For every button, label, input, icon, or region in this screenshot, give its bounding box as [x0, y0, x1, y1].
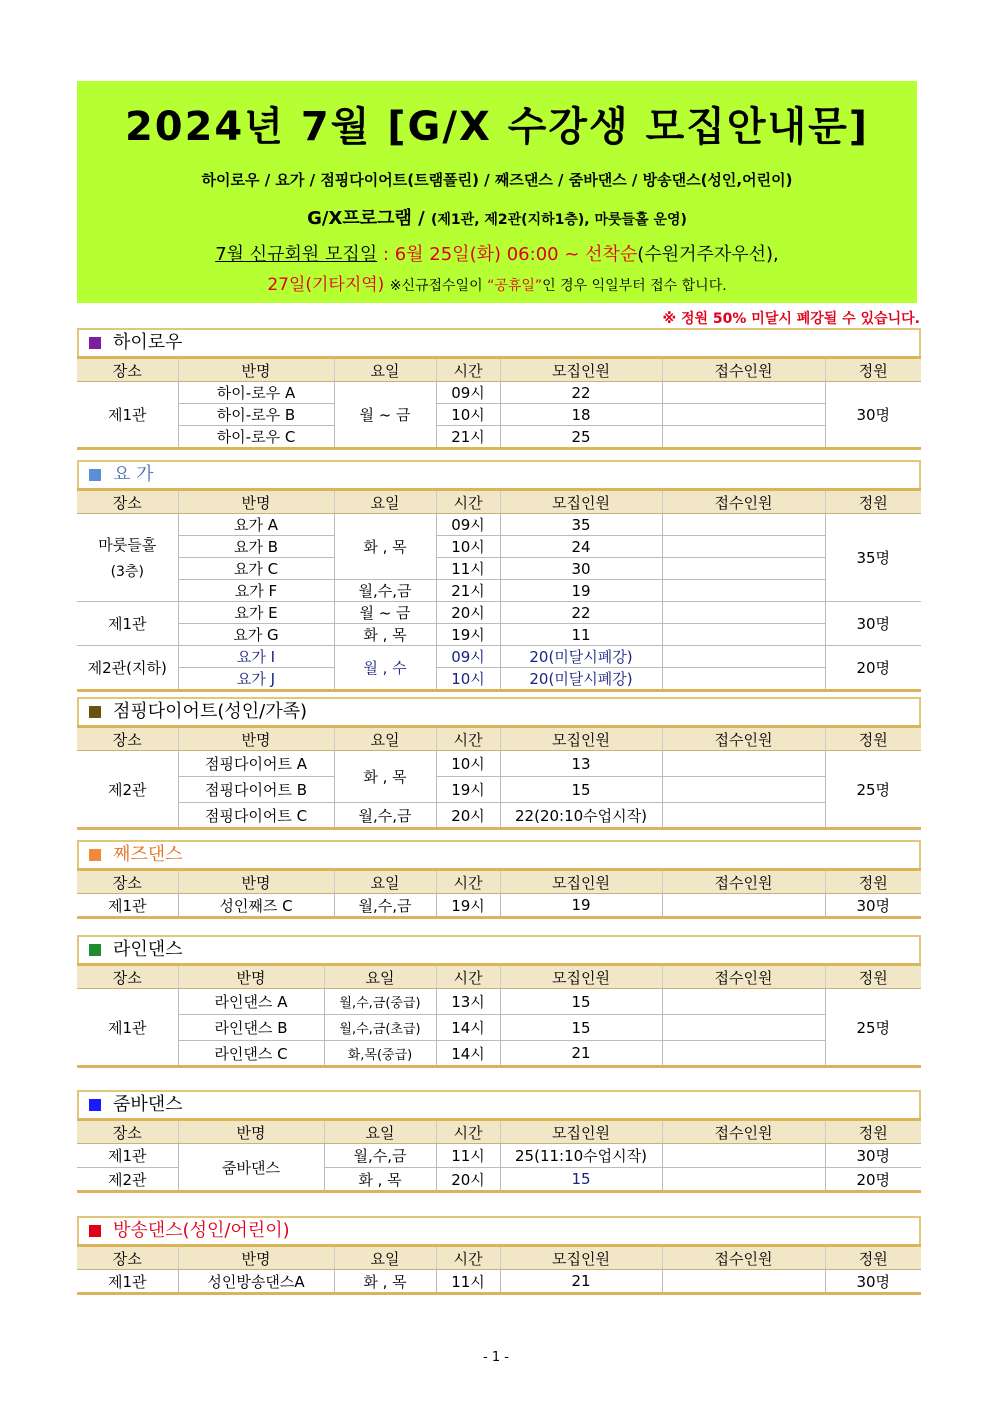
- square-bullet-icon: [89, 1099, 101, 1111]
- title-banner: [77, 81, 917, 303]
- table-row: 제2관(지하) 요가 I 월 , 수 09시 20(미달시폐강) 20명: [77, 646, 921, 668]
- table-header-row: 장소 반명 요일 시간 모집인원 접수인원 정원: [77, 1120, 921, 1144]
- jazz-table: [77, 868, 921, 919]
- table-row: 제1관 성인째즈 C 월,수,금 19시 19 30명: [77, 894, 921, 918]
- page-title: 2024년 7월 [G/X 수강생 모집안내문]: [124, 104, 870, 150]
- section-header: 방송댄스(성인/어린이): [77, 1216, 921, 1244]
- square-bullet-icon: [89, 944, 101, 956]
- recruit-line: 7월 신규회원 모집일 : 6월 25일(화) 06:00 ~ 선착순(수원거주자우선),: [215, 244, 779, 265]
- section-header: 점핑다이어트(성인/가족): [77, 697, 921, 725]
- table-row: 하이-로우 B 10시 18: [77, 404, 921, 426]
- section-header: 줌바댄스: [77, 1090, 921, 1118]
- broadcast-table: [77, 1244, 921, 1295]
- table-row: 제2관 점핑다이어트 A 화 , 목 10시 13 25명: [77, 751, 921, 777]
- table-row: 점핑다이어트 C 월,수,금 20시 22(20:10수업시작): [77, 803, 921, 829]
- section-hilow: [77, 328, 921, 450]
- table-header-row: 장소 반명 요일 시간 모집인원 접수인원 정원: [77, 358, 921, 382]
- section-line: [77, 935, 921, 1068]
- square-bullet-icon: [89, 849, 101, 861]
- table-header-row: 장소 반명 요일 시간 모집인원 접수인원 정원: [77, 490, 921, 514]
- page-number: - 1 -: [483, 1350, 509, 1365]
- section-yoga: [77, 460, 921, 692]
- table-row: 요가 J 10시 20(미달시폐강): [77, 668, 921, 691]
- table-row: 요가 C 11시 30: [77, 558, 921, 580]
- table-row: 제1관 하이-로우 A 월 ~ 금 09시 22 30명: [77, 382, 921, 404]
- square-bullet-icon: [89, 337, 101, 349]
- hilow-table: [77, 356, 921, 450]
- square-bullet-icon: [89, 706, 101, 718]
- cancel-notice: ※ 정원 50% 미달시 폐강될 수 있습니다.: [662, 311, 920, 327]
- table-row: 제1관 요가 E 월 ~ 금 20시 22 30명: [77, 602, 921, 624]
- table-row: 제1관 줌바댄스 월,수,금 11시 25(11:10수업시작) 30명: [77, 1144, 921, 1168]
- section-jazz: [77, 840, 921, 919]
- jumping-table: [77, 725, 921, 830]
- section-broadcast: [77, 1216, 921, 1295]
- recruit-line-2: 27일(기타지역) ※신규접수일이 “공휴일”인 경우 익일부터 접수 합니다.: [267, 275, 727, 295]
- table-header-row: 장소 반명 요일 시간 모집인원 접수인원 정원: [77, 1246, 921, 1270]
- program-heading: G/X프로그램 / (제1관, 제2관(지하1층), 마룻들홀 운영): [307, 208, 687, 229]
- table-row: 하이-로우 C 21시 25: [77, 426, 921, 449]
- square-bullet-icon: [89, 469, 101, 481]
- table-row: 제1관 라인댄스 A 월,수,금(중급) 13시 15 25명: [77, 989, 921, 1015]
- section-zumba: [77, 1090, 921, 1193]
- yoga-table: [77, 488, 921, 692]
- table-row: 라인댄스 B 월,수,금(초급) 14시 15: [77, 1015, 921, 1041]
- line-table: [77, 963, 921, 1068]
- table-row: 라인댄스 C 화,목(중급) 14시 21: [77, 1041, 921, 1067]
- program-list: 하이로우 / 요가 / 점핑다이어트(트램폴린) / 째즈댄스 / 줌바댄스 / 방송댄스(성인,어린이): [201, 171, 793, 189]
- table-row: 요가 B 10시 24: [77, 536, 921, 558]
- table-row: 제1관 성인방송댄스A 화 , 목 11시 21 30명: [77, 1270, 921, 1294]
- table-row: 요가 G 화 , 목 19시 11: [77, 624, 921, 646]
- table-row: 요가 F 월,수,금 21시 19: [77, 580, 921, 602]
- section-header: 요 가: [77, 460, 921, 488]
- table-header-row: 장소 반명 요일 시간 모집인원 접수인원 정원: [77, 727, 921, 751]
- zumba-table: [77, 1118, 921, 1193]
- table-row: 점핑다이어트 B 19시 15: [77, 777, 921, 803]
- table-header-row: 장소 반명 요일 시간 모집인원 접수인원 정원: [77, 870, 921, 894]
- section-header: 라인댄스: [77, 935, 921, 963]
- section-jumping: [77, 697, 921, 830]
- table-row: 제2관 화 , 목 20시 15 20명: [77, 1168, 921, 1192]
- table-header-row: 장소 반명 요일 시간 모집인원 접수인원 정원: [77, 965, 921, 989]
- section-header: 째즈댄스: [77, 840, 921, 868]
- square-bullet-icon: [89, 1225, 101, 1237]
- table-row: 마룻들홀 (3층) 요가 A 화 , 목 09시 35 35명: [77, 514, 921, 536]
- section-header: 하이로우: [77, 328, 921, 356]
